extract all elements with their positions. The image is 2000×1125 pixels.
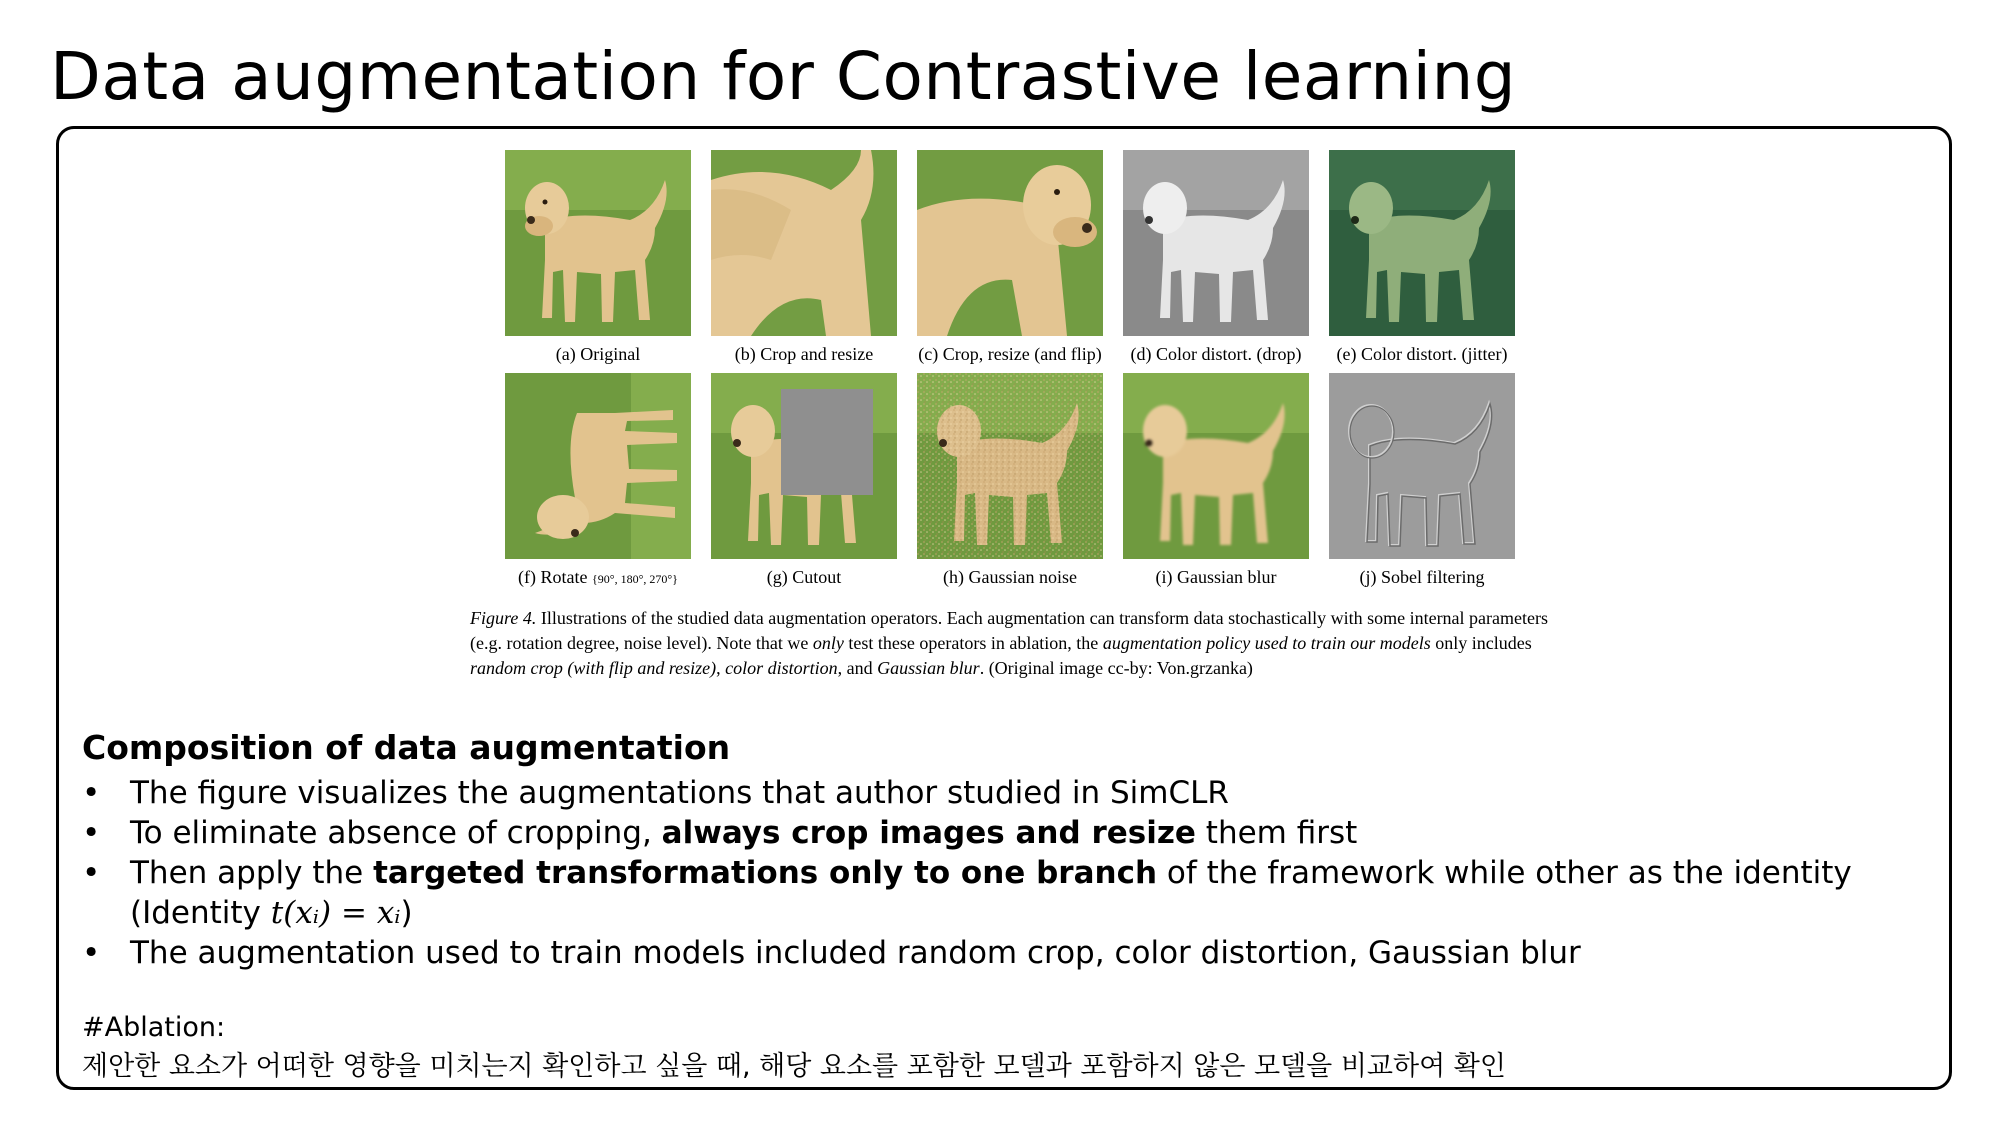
bullet-item: • To eliminate absence of cropping, always crop images and resize them first bbox=[82, 815, 1358, 851]
ablation-text: 제안한 요소가 어떠한 영향을 미치는지 확인하고 싶을 때, 해당 요소를 포함한 모델과 포함하지 않은 모델을 비교하여 확인 bbox=[82, 1051, 1506, 1082]
bullet-icon: • bbox=[82, 815, 101, 851]
bullet-icon: • bbox=[82, 935, 101, 971]
caption-a: (a) Original bbox=[555, 344, 641, 364]
image-gaussian-noise bbox=[917, 373, 1103, 559]
image-crop-resize-flip bbox=[917, 150, 1103, 336]
caption-i: (i) Gaussian blur bbox=[1155, 567, 1277, 587]
image-crop-resize bbox=[711, 150, 897, 336]
caption-f-text: (f) Rotate bbox=[518, 567, 588, 587]
caption-g: (g) Cutout bbox=[766, 567, 842, 587]
section-heading: Composition of data augmentation bbox=[82, 728, 731, 767]
caption-d: (d) Color distort. (drop) bbox=[1130, 344, 1302, 364]
caption-c: (c) Crop, resize (and flip) bbox=[918, 344, 1102, 364]
figure-caption: Figure 4. Illustrations of the studied data augmentation operators. Each augmentation can transform data stochastically with some internal parameters (e.g. rotation degree, noise level). Note that we only test these operators in ablation, the augmentation policy used to train our models only includes random crop (with flip and resize), color distortion, and Gaussian blur. (Original image cc-by: Von.grzanka) bbox=[470, 608, 1549, 678]
bullet-list bbox=[82, 773, 1942, 973]
caption-f-angles: {90°, 180°, 270°} bbox=[592, 572, 678, 586]
caption-b: (b) Crop and resize bbox=[734, 344, 874, 364]
caption-f bbox=[488, 567, 708, 588]
image-sobel bbox=[1329, 373, 1515, 559]
slide-title: Data augmentation for Contrastive learning bbox=[50, 38, 1517, 115]
image-color-drop bbox=[1123, 150, 1309, 336]
caption-e: (e) Color distort. (jitter) bbox=[1336, 344, 1508, 364]
bullet-icon: • bbox=[82, 855, 101, 891]
caption-j: (j) Sobel filtering bbox=[1359, 567, 1485, 587]
slide-content bbox=[82, 728, 1942, 973]
ablation-note bbox=[82, 1008, 1506, 1086]
bullet-item: • Then apply the targeted transformations only to one branch of the framework while other as the identity (Identity t(xᵢ) = xᵢ) bbox=[82, 855, 1852, 931]
image-cutout bbox=[711, 373, 897, 559]
bullet-item: • The figure visualizes the augmentations that author studied in SimCLR bbox=[82, 775, 1229, 811]
bullet-item: • The augmentation used to train models included random crop, color distortion, Gaussian blur bbox=[82, 935, 1581, 971]
ablation-heading: #Ablation: bbox=[82, 1012, 226, 1043]
image-gaussian-blur bbox=[1123, 373, 1309, 559]
image-original bbox=[505, 150, 691, 336]
bullet-icon: • bbox=[82, 775, 101, 811]
identity-formula: t(xᵢ) = xᵢ bbox=[270, 895, 401, 931]
image-rotate bbox=[505, 373, 691, 559]
caption-h: (h) Gaussian noise bbox=[943, 567, 1077, 587]
image-color-jitter bbox=[1329, 150, 1515, 336]
